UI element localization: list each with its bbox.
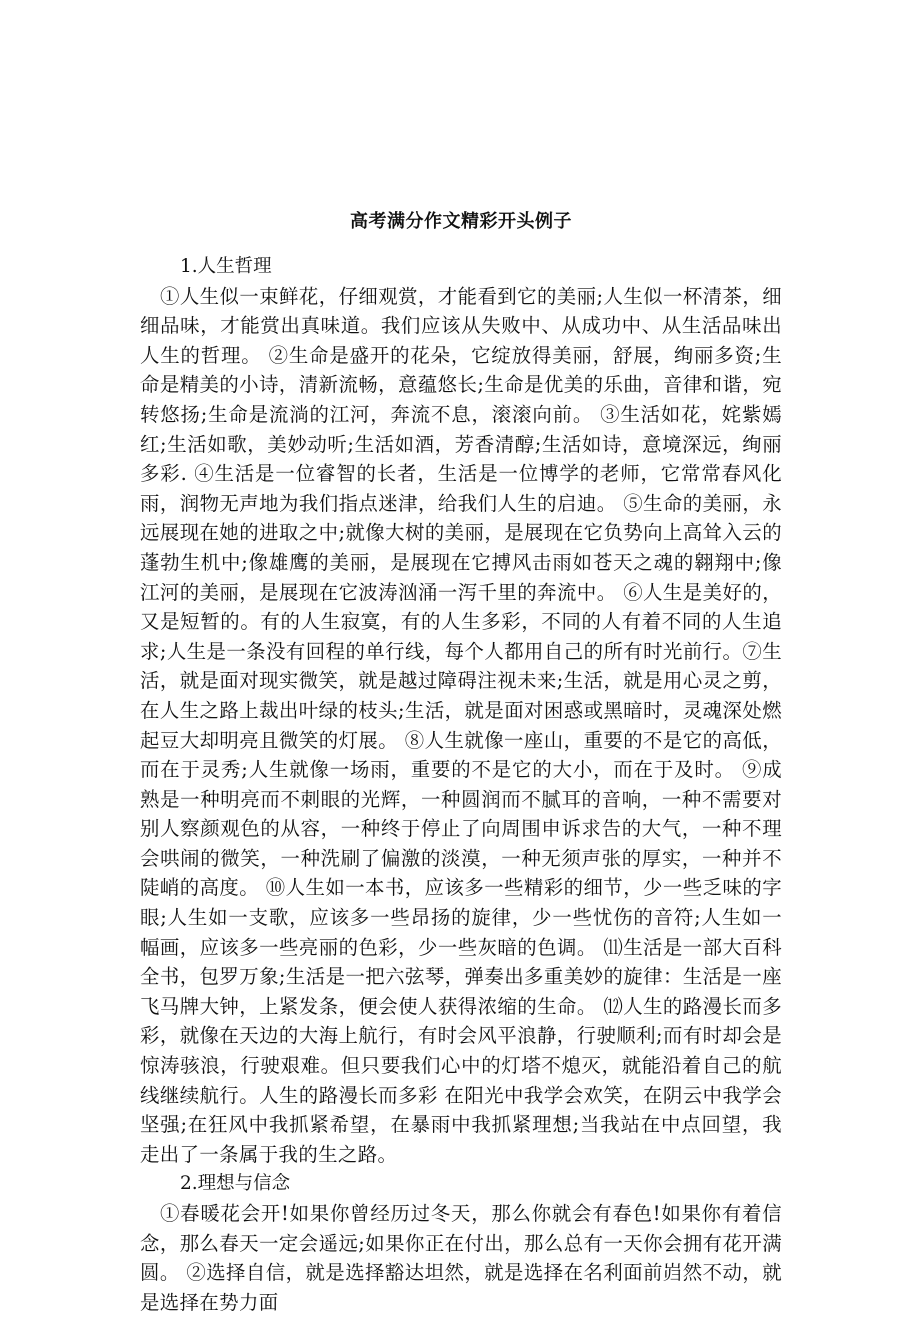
document-page xyxy=(140,208,782,1317)
section-heading: 1.人生哲理 xyxy=(180,256,272,277)
section-ideals-beliefs xyxy=(140,1169,782,1317)
section-life-philosophy xyxy=(140,252,782,1169)
section-paragraph: ①人生似一束鲜花，仔细观赏，才能看到它的美丽;人生似一杯清茶，细细品味，才能赏出真味道。我们应该从失败中、从成功中、从生活品味出人生的哲理。 ②生命是盛开的花朵，它绽放得美丽，舒展，绚丽多资;生命是精美的小诗，清新流畅，意蕴悠长;生命是优美的乐曲，音律和谐，宛转悠扬;生命是流淌的江河，奔流不息，滚滚向前。 ③生活如花，姹紫嫣红;生活如歌，美妙动听;生活如酒，芳香清醇;生活如诗，意境深远，绚丽多彩. ④生活是一位睿智的长者，生活是一位博学的老师，它常常春风化雨，润物无声地为我们指点迷津，给我们人生的启迪。 ⑤生命的美丽，永远展现在她的进取之中;就像大树的美丽，是展现在它负势向上高耸入云的蓬勃生机中;像雄鹰的美丽，是展现在它搏风击雨如苍天之魂的翱翔中;像江河的美丽，是展现在它波涛汹涌一泻千里的奔流中。 ⑥人生是美好的，又是短暂的。有的人生寂寞，有的人生多彩，不同的人有着不同的人生追求;人生是一条没有回程的单行线，每个人都用自己的所有时光前行。⑦生活，就是面对现实微笑，就是越过障碍注视未来;生活，就是用心灵之剪，在人生之路上裁出叶绿的枝头;生活，就是面对困惑或黑暗时，灵魂深处燃起豆大却明亮且微笑的灯展。 ⑧人生就像一座山，重要的不是它的高低，而在于灵秀;人生就像一场雨，重要的不是它的大小，而在于及时。 ⑨成熟是一种明亮而不刺眼的光辉，一种圆润而不腻耳的音响，一种不需要对别人察颜观色的从容，一种终于停止了向周围申诉求告的大气，一种不理会哄闹的微笑，一种洗刷了偏激的淡漠，一种无须声张的厚实，一种并不陡峭的高度。 ⑩人生如一本书，应该多一些精彩的细节，少一些乏味的字眼;人生如一支歌，应该多一些昂扬的旋律，少一些忧伤的音符;人生如一幅画，应该多一些亮丽的色彩，少一些灰暗的色调。 ⑾生活是一部大百科全书，包罗万象;生活是一把六弦琴，弹奏出多重美妙的旋律：生活是一座飞马牌大钟，上紧发条，便会使人获得浓缩的生命。 ⑿人生的路漫长而多彩，就像在天边的大海上航行，有时会风平浪静，行驶顺利;而有时却会是惊涛骇浪，行驶艰难。但只要我们心中的灯塔不熄灭，就能沿着自己的航线继续航行。人生的路漫长而多彩 在阳光中我学会欢笑，在阴云中我学会坚强;在狂风中我抓紧希望，在暴雨中我抓紧理想;当我站在中点回望，我走出了一条属于我的生之路。 xyxy=(140,284,782,1166)
section-heading: 2.理想与信念 xyxy=(180,1173,291,1195)
document-title: 高考满分作文精彩开头例子 xyxy=(350,211,572,232)
section-paragraph: ①春暖花会开!如果你曾经历过冬天，那么你就会有春色!如果你有着信念，那么春天一定会遥远;如果你正在付出，那么总有一天你会拥有花开满圆。 ②选择自信，就是选择豁达坦然，就是选择在名利面前岿然不动，就是选择在势力面 xyxy=(140,1202,782,1314)
